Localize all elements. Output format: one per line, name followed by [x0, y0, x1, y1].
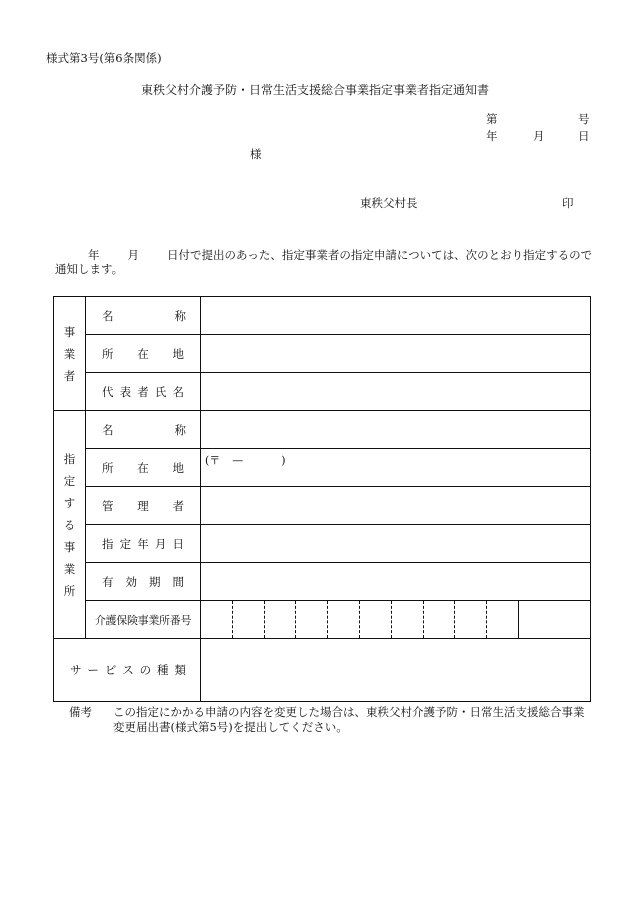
- document-title: 東秩父村介護予防・日常生活支援総合事業指定事業者指定通知書: [140, 83, 489, 97]
- manager-label: 管 理 者: [86, 487, 201, 525]
- table-row: [54, 335, 591, 373]
- table-row: [54, 563, 591, 601]
- table-row: [54, 525, 591, 563]
- validity-period-label: 有 効 期 間: [86, 563, 201, 601]
- representative-name-label: 代 表 者 氏 名: [86, 373, 201, 411]
- digit-boxes: [201, 601, 590, 638]
- seal-mark: 印: [562, 196, 574, 210]
- service-type-field[interactable]: [201, 639, 591, 702]
- remarks-label: 備考: [69, 705, 92, 719]
- operator-name-field[interactable]: [201, 297, 591, 335]
- insurance-office-number-label: 介護保険事業所番号: [86, 601, 201, 639]
- office-address-field[interactable]: [201, 449, 591, 487]
- insurance-office-number-field[interactable]: [201, 601, 591, 639]
- table-row: [54, 297, 591, 335]
- designation-table: [53, 296, 591, 702]
- body-year: 年: [88, 248, 100, 262]
- form-number: 様式第3号(第6条関係): [46, 51, 162, 65]
- operator-address-field[interactable]: [201, 335, 591, 373]
- service-type-label: サ ー ビ ス の 種 類: [54, 639, 201, 702]
- digit-box[interactable]: [265, 601, 297, 638]
- designated-office-group-label: 指 定 す る 事 業 所: [54, 411, 86, 639]
- operator-address-label: 所 在 地: [86, 335, 201, 373]
- table-row: [54, 601, 591, 639]
- table-row: [54, 449, 591, 487]
- body-text: 日付で提出のあった、指定事業者の指定申請については、次のとおり指定するので: [167, 248, 593, 262]
- notice-body-line-2: 通知します。: [55, 262, 124, 276]
- table-row: [54, 639, 591, 702]
- validity-period-field[interactable]: [201, 563, 591, 601]
- addressee-honorific: 様: [250, 147, 262, 161]
- table-row: [54, 373, 591, 411]
- digit-box[interactable]: [360, 601, 392, 638]
- digit-box[interactable]: [424, 601, 456, 638]
- remarks-line-1: この指定にかかる申請の内容を変更した場合は、東秩父村介護予防・日常生活支援総合事業: [113, 705, 585, 719]
- digit-box[interactable]: [487, 601, 519, 638]
- table-row: [54, 411, 591, 449]
- digit-box[interactable]: [233, 601, 265, 638]
- office-name-field[interactable]: [201, 411, 591, 449]
- postal-code-template: (〒 — ): [205, 454, 286, 467]
- table-row: [54, 487, 591, 525]
- sender-title: 東秩父村長: [360, 196, 418, 210]
- date-day: 日: [578, 129, 590, 143]
- date-year: 年: [486, 129, 498, 143]
- representative-name-field[interactable]: [201, 373, 591, 411]
- digit-box[interactable]: [455, 601, 487, 638]
- document-number-prefix: 第: [486, 112, 498, 126]
- digit-box[interactable]: [296, 601, 328, 638]
- date-month: 月: [533, 129, 545, 143]
- digit-box[interactable]: [328, 601, 360, 638]
- notice-body-line-1: [88, 247, 592, 263]
- document-number-suffix: 号: [578, 112, 590, 126]
- operator-group-label: 事 業 者: [54, 297, 86, 411]
- digit-box[interactable]: [201, 601, 233, 638]
- designation-date-field[interactable]: [201, 525, 591, 563]
- operator-name-label: 名 称: [86, 297, 201, 335]
- manager-field[interactable]: [201, 487, 591, 525]
- body-month: 月: [127, 248, 139, 262]
- designation-date-label: 指 定 年 月 日: [86, 525, 201, 563]
- office-address-label: 所 在 地: [86, 449, 201, 487]
- office-name-label: 名 称: [86, 411, 201, 449]
- digit-box[interactable]: [392, 601, 424, 638]
- remarks-line-2: 変更届出書(様式第5号)を提出してください。: [113, 720, 348, 734]
